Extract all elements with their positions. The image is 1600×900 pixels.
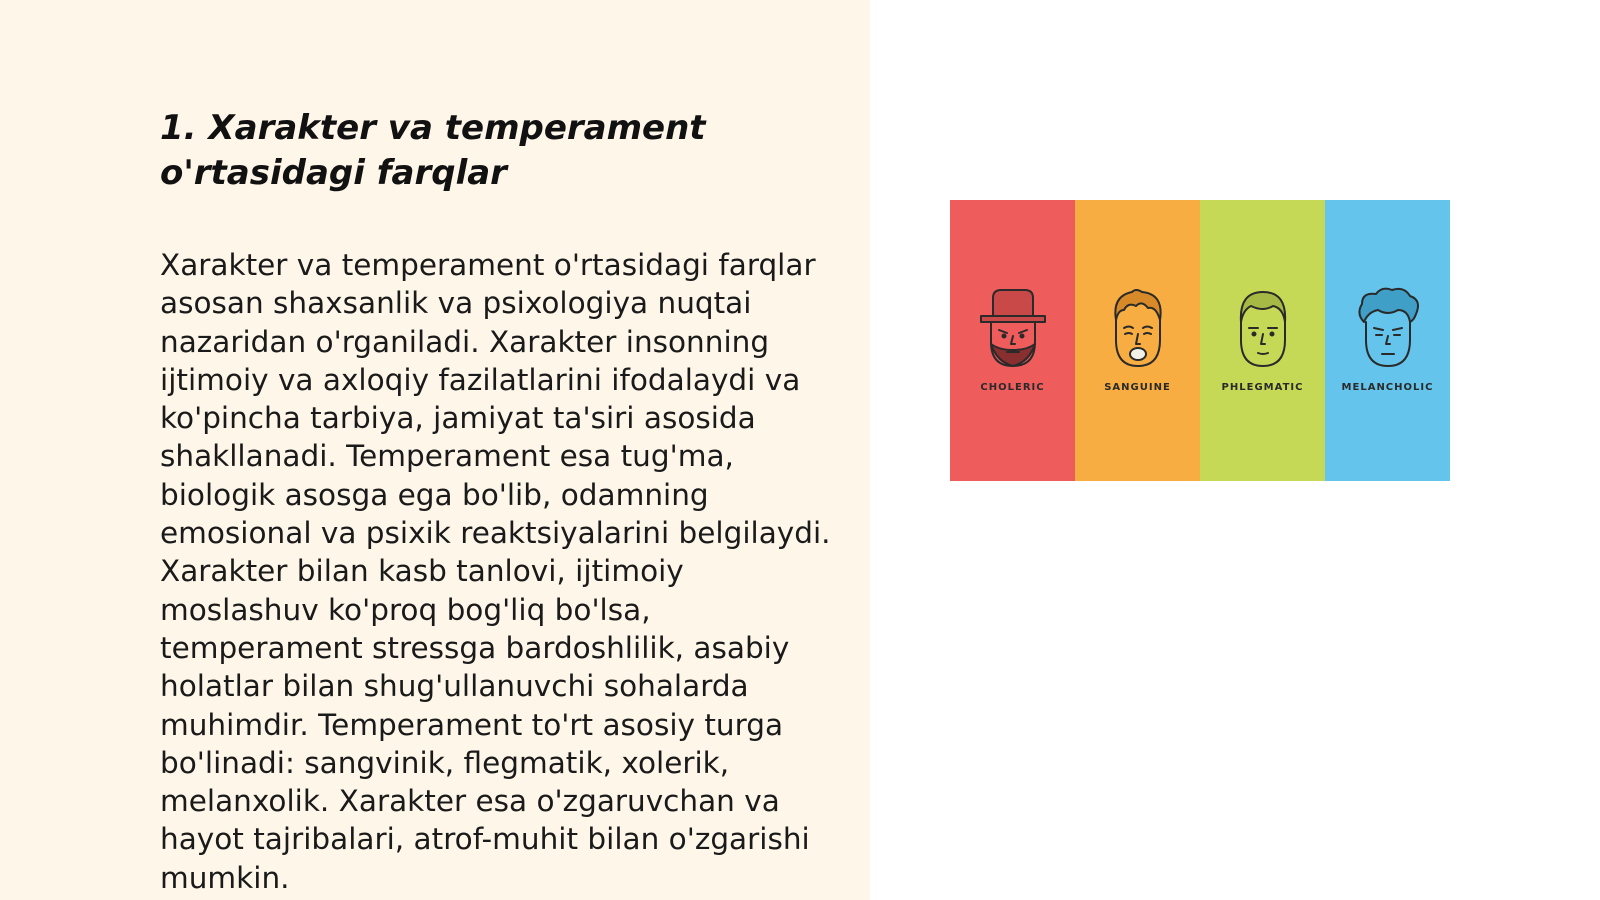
slide-body-text: Xarakter va temperament o'rtasidagi farqlar asosan shaxsanlik va psixologiya nuqtai nazaridan o'rganiladi. Xarakter insonning ijtimoiy va axloqiy fazilatlarini ifodalaydi va ko'pincha tarbiya, jamiyat ta'siri asosida shakllanadi. Temperament esa tug'ma, biologik asosga ega bo'lib, odamning emosional va psixik reaktsiyalarini belgilaydi. Xarakter bilan kasb tanlovi, ijtimoiy moslashuv ko'proq bog'liq bo'lsa, temperament stressga bardoshlilik, asabiy holatlar bilan shug'ullanuvchi sohalarda muhimdir. Temperament to'rt asosiy turga bo'linadi: sangvinik, flegmatik, xolerik, melanxolik. Xarakter esa o'zgaruvchan va hayot tajribalari, atrof-muhit bilan o'zgarishi mumkin. — [160, 248, 831, 895]
temperament-label: SANGUINE — [1104, 382, 1171, 393]
temperament-strip-choleric — [950, 200, 1075, 481]
temperament-strip-phlegmatic — [1200, 200, 1325, 481]
sanguine-face-icon — [1102, 286, 1174, 370]
temperament-label: CHOLERIC — [980, 382, 1045, 393]
phlegmatic-face-icon — [1227, 286, 1299, 370]
temperament-label: PHLEGMATIC — [1221, 382, 1304, 393]
temperament-label: MELANCHOLIC — [1341, 382, 1434, 393]
temperament-strip-sanguine — [1075, 200, 1200, 481]
temperament-types-image — [950, 200, 1450, 481]
temperament-strip-melancholic — [1325, 200, 1450, 481]
slide-title: 1. Xarakter va temperament o'rtasidagi farqlar — [160, 108, 706, 193]
choleric-face-icon — [977, 286, 1049, 370]
melancholic-face-icon — [1352, 286, 1424, 370]
